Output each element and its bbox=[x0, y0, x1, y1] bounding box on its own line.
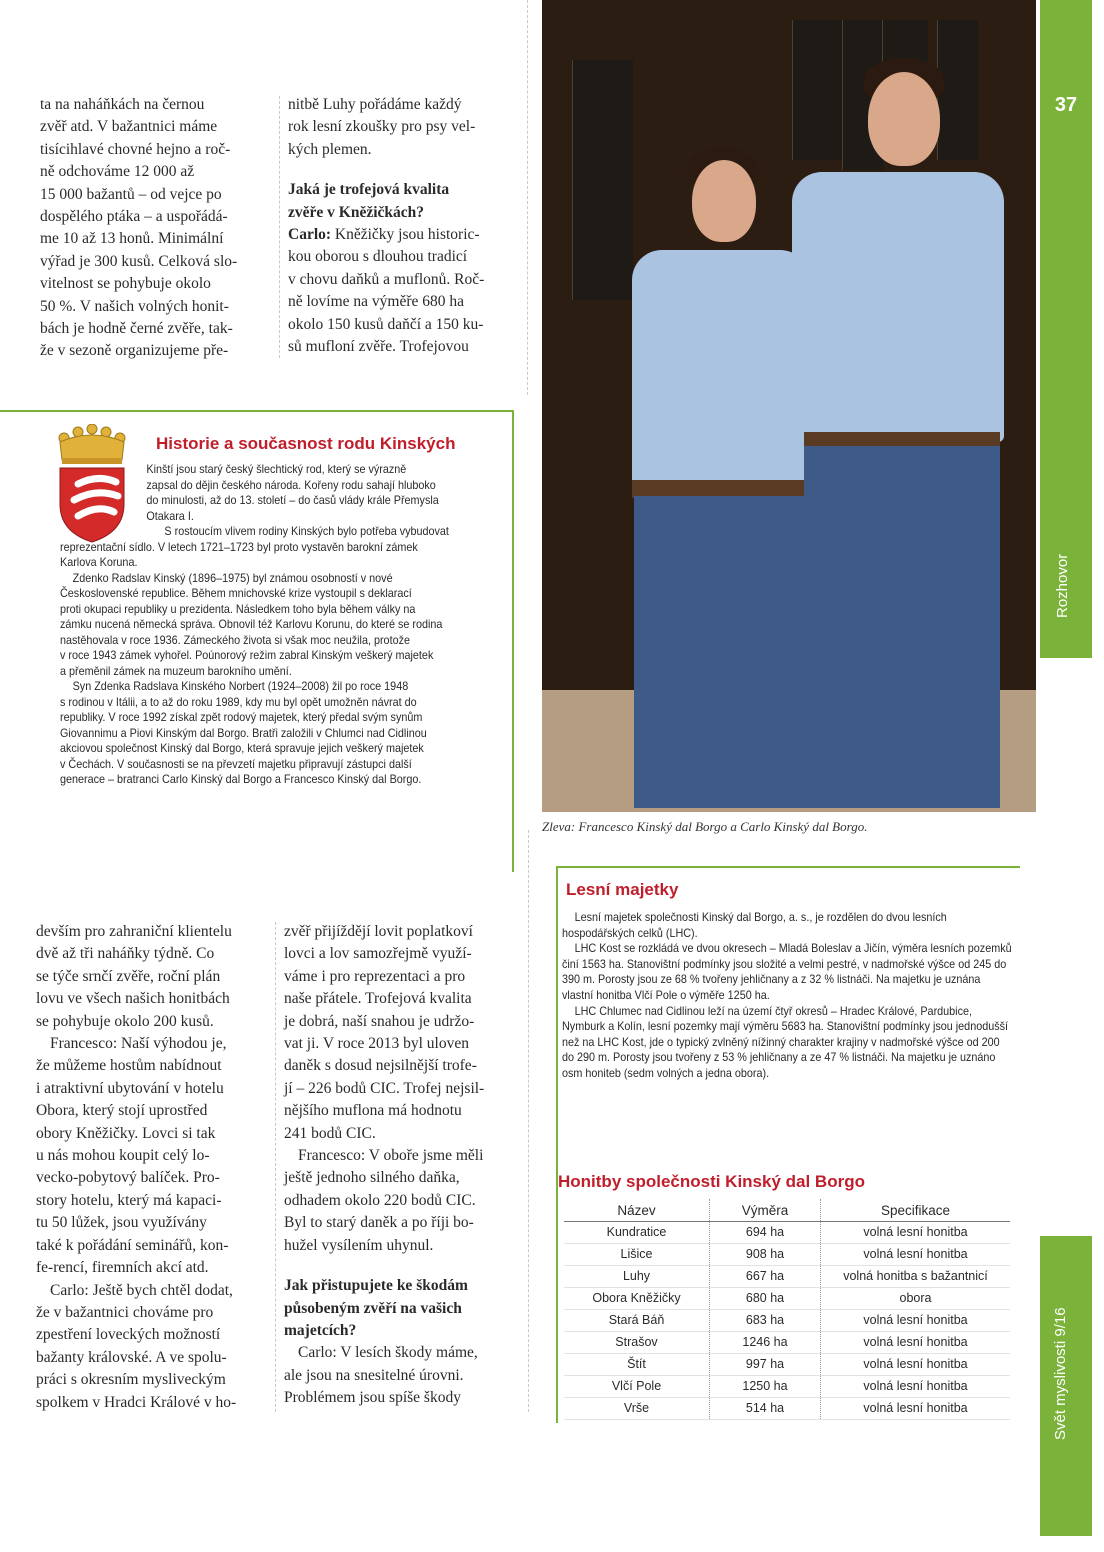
column-header: Název bbox=[564, 1199, 710, 1222]
text-line: ještě jednoho silného daňka, bbox=[284, 1169, 460, 1187]
history-line: Syn Zdenka Radslava Kinského Norbert (1924–2008) žil po roce 1948 bbox=[72, 679, 409, 693]
text-line: naše přátele. Trofejová kvalita bbox=[284, 990, 472, 1008]
table-cell-area: 997 ha bbox=[710, 1354, 821, 1376]
history-line: akciovou společnost Kinský dal Borgo, která spravuje jejich veškerý majetek bbox=[60, 741, 424, 755]
text-line: ně lovíme na výměře 680 ha bbox=[288, 293, 465, 311]
column-header: Specifikace bbox=[821, 1199, 1011, 1222]
table-row bbox=[564, 1354, 1010, 1376]
table-row bbox=[564, 1398, 1010, 1420]
table-cell-name: Kundratice bbox=[564, 1222, 710, 1244]
forest-paragraph: LHC Chlumec nad Cidlinou leží na území čtyř okresů – Hradec Králové, Pardubice, Nymburk a Kolín, lesní pozemky mají výměru 5683 ha. Stanovištní podmínky jsou jednodušší než na LHC Kost, jde o typický zvlněný nížinný charakter krajiny v nadmořské výšce od 200 do 290 m. Porosty jsou tvořeny z 53 % jehličnany a ze 47 % listnáči. Na majetku je uznáno osm honiteb (sedm volných a jedna obora). bbox=[562, 1003, 1009, 1080]
column-header: Výměra bbox=[710, 1199, 821, 1222]
text-line: bách je hodně černé zvěře, tak- bbox=[40, 320, 233, 338]
text-line: sů mufloní zvěře. Trofejovou bbox=[288, 338, 469, 356]
table-cell-spec: volná lesní honitba bbox=[821, 1244, 1011, 1266]
table-cell-spec: volná lesní honitba bbox=[821, 1332, 1011, 1354]
text-line: Kněžičky jsou historic- bbox=[331, 226, 480, 244]
history-line: nastěhovala v roce 1936. Zámeckého života si však moc neužila, protože bbox=[60, 632, 410, 647]
text-line: Carlo: V lesích škody máme, bbox=[298, 1344, 478, 1362]
table-cell-spec: volná lesní honitba bbox=[821, 1310, 1011, 1332]
text-line: bažanty královské. A ve spolu- bbox=[36, 1348, 227, 1366]
table-cell-name: Obora Kněžičky bbox=[564, 1288, 710, 1310]
text-line: v chovu daňků a muflonů. Roč- bbox=[288, 270, 485, 288]
table-row bbox=[564, 1244, 1010, 1266]
column-divider bbox=[528, 830, 529, 1412]
text-line: 50 %. V našich volných honit- bbox=[40, 297, 229, 315]
text-line: Francesco: Naší výhodou je, bbox=[50, 1035, 227, 1053]
table-cell-spec: volná lesní honitba bbox=[821, 1354, 1011, 1376]
history-line: Československé republice. Během mnichovské krize vystoupil s deklarací bbox=[60, 586, 412, 600]
table-cell-name: Štít bbox=[564, 1354, 710, 1376]
table-cell-name: Vrše bbox=[564, 1398, 710, 1420]
bottom-mid-column bbox=[284, 921, 520, 1410]
photo-caption: Zleva: Francesco Kinský dal Borgo a Carlo Kinský dal Borgo. bbox=[542, 819, 868, 834]
history-line: Karlova Koruna. bbox=[60, 555, 138, 569]
history-line: s rodinou v Itálii, a to až do roku 1989, kdy mu byl opět umožněn návrat do bbox=[60, 694, 417, 709]
history-line: Kinští jsou starý český šlechtický rod, který se výrazně bbox=[146, 462, 407, 476]
column-divider bbox=[275, 922, 276, 1412]
text-line: 241 bodů CIC. bbox=[284, 1124, 376, 1142]
text-line: váme i pro reprezentaci a pro bbox=[284, 967, 466, 985]
column-divider bbox=[527, 0, 528, 395]
text-line: Problémem jsou spíše škody bbox=[284, 1389, 461, 1407]
history-line: generace – bratranci Carlo Kinský dal Borgo a Francesco Kinský dal Borgo. bbox=[60, 772, 422, 786]
history-title: Historie a současnost rodu Kinských bbox=[156, 434, 456, 453]
table-row bbox=[564, 1332, 1010, 1354]
text-line: tu 50 lůžek, jsou využívány bbox=[36, 1214, 207, 1232]
text-line: i atraktivní ubytování v hotelu bbox=[36, 1079, 224, 1097]
table-cell-spec: volná honitba s bažantnicí bbox=[821, 1266, 1011, 1288]
text-line: majetcích? bbox=[284, 1321, 357, 1339]
text-line: zvěř atd. V bažantnici máme bbox=[40, 118, 218, 136]
text-line: obory Kněžičky. Lovci si tak bbox=[36, 1124, 216, 1142]
table-cell-name: Vlčí Pole bbox=[564, 1376, 710, 1398]
hunting-table-title: Honitby společnosti Kinský dal Borgo bbox=[558, 1172, 865, 1191]
intro-text bbox=[288, 94, 520, 161]
history-line: v roce 1943 zámek vyhořel. Poúnorový režim zabral Kinským veškerý majetek bbox=[60, 648, 434, 662]
interview-answer bbox=[284, 1342, 520, 1409]
history-line: zapsal do dějin českého národa. Kořeny rodu sahají hluboko bbox=[146, 477, 436, 492]
text-line: práci s okresním mysliveckým bbox=[36, 1371, 226, 1389]
text-line: Carlo: Ještě bych chtěl dodat, bbox=[50, 1281, 233, 1299]
history-line: Zdenko Radslav Kinský (1896–1975) byl známou osobností v nové bbox=[72, 570, 393, 585]
table-cell-spec: volná lesní honitba bbox=[821, 1398, 1011, 1420]
speaker-label: Carlo: bbox=[288, 226, 332, 244]
text-line: odhadem okolo 220 bodů CIC. bbox=[284, 1191, 476, 1209]
table-cell-name: Strašov bbox=[564, 1332, 710, 1354]
text-line: nějšího muflona má hodnotu bbox=[284, 1102, 462, 1120]
text-line: Jak přistupujete ke škodám bbox=[284, 1277, 468, 1295]
text-line: daněk s dosud nejsilnější trofe- bbox=[284, 1057, 477, 1075]
interview-text bbox=[284, 921, 520, 1257]
table-row bbox=[564, 1222, 1010, 1244]
table-cell-area: 680 ha bbox=[710, 1288, 821, 1310]
text-line: zvěř přijíždějí lovit poplatkoví bbox=[284, 923, 473, 940]
forest-title: Lesní majetky bbox=[566, 880, 679, 899]
text-line: se týče srnčí zvěře, roční plán bbox=[36, 967, 221, 985]
table-cell-area: 667 ha bbox=[710, 1266, 821, 1288]
text-line: Byl to starý daněk a po říji bo- bbox=[284, 1214, 474, 1232]
text-line: že v bažantnici chováme pro bbox=[36, 1303, 214, 1321]
text-line: u nás mohou koupit celý lo- bbox=[36, 1147, 210, 1165]
table-cell-spec: volná lesní honitba bbox=[821, 1376, 1011, 1398]
text-line: 15 000 bažantů – od vejce po bbox=[40, 185, 222, 203]
history-text bbox=[60, 462, 492, 788]
history-line: Otakara I. bbox=[146, 508, 194, 523]
text-line: že v sezoně organizujeme pře- bbox=[40, 342, 229, 360]
text-line: me 10 až 13 honů. Minimální bbox=[40, 230, 224, 248]
table-cell-area: 908 ha bbox=[710, 1244, 821, 1266]
table-row bbox=[564, 1310, 1010, 1332]
text-line: Jaká je trofejová kvalita bbox=[288, 181, 450, 199]
text-line: vecko-pobytový balíček. Pro- bbox=[36, 1169, 220, 1187]
text-line: vat ji. V roce 2013 byl uloven bbox=[284, 1035, 469, 1053]
text-line: zvěře v Kněžičkách? bbox=[288, 203, 425, 221]
interview-question bbox=[284, 1275, 520, 1342]
section-label: Rozhovor bbox=[1054, 553, 1071, 618]
text-line: se pohybuje okolo 200 kusů. bbox=[36, 1012, 214, 1030]
page-number: 37 bbox=[1040, 85, 1092, 125]
text-line: jí – 226 bodů CIC. Trofej nejsil- bbox=[284, 1079, 485, 1097]
text-line: Francesco: V oboře jsme měli bbox=[298, 1147, 484, 1165]
photo-two-men bbox=[542, 0, 1036, 812]
text-line: hužel vysílením uhynul. bbox=[284, 1236, 434, 1254]
history-line: republiky. V roce 1992 získal zpět rodový majetek, který předal svým synům bbox=[60, 710, 423, 724]
history-line: zámku nucená německá správa. Obnovil též Karlovu Korunu, do které se rodina bbox=[60, 617, 443, 631]
table-cell-name: Stará Báň bbox=[564, 1310, 710, 1332]
text-line: tisícihlavé chovné hejno a roč- bbox=[40, 140, 231, 158]
table-cell-name: Lišice bbox=[564, 1244, 710, 1266]
text-line: zpestření loveckých možností bbox=[36, 1326, 221, 1344]
history-line: v Čechách. V současnosti se na převzetí majetku připravují zástupci další bbox=[60, 756, 412, 771]
table-cell-area: 694 ha bbox=[710, 1222, 821, 1244]
table-cell-spec: volná lesní honitba bbox=[821, 1222, 1011, 1244]
bottom-left-column bbox=[36, 921, 272, 1414]
table-cell-area: 514 ha bbox=[710, 1398, 821, 1420]
table-header-row bbox=[564, 1199, 1010, 1222]
text-line: také k pořádání seminářů, kon- bbox=[36, 1236, 229, 1254]
history-line: proti okupaci republiky u prezidenta. Následkem toho byla během války na bbox=[60, 601, 416, 616]
table-row bbox=[564, 1266, 1010, 1288]
table-cell-area: 1250 ha bbox=[710, 1376, 821, 1398]
top-right-column bbox=[288, 94, 520, 358]
text-line: lovci a lov samozřejmě využí- bbox=[284, 945, 472, 963]
text-line: dospělého ptáka – a uspořádá- bbox=[40, 208, 228, 226]
text-line: nitbě Luhy pořádáme každý bbox=[288, 96, 462, 113]
text-line: rok lesní zkoušky pro psy vel- bbox=[288, 118, 476, 136]
text-line: devším pro zahraniční klientelu bbox=[36, 923, 232, 940]
text-line: okolo 150 kusů daňčí a 150 ku- bbox=[288, 315, 484, 333]
text-line: že můžeme hostům nabídnout bbox=[36, 1057, 222, 1075]
history-line: reprezentační sídlo. V letech 1721–1723 byl proto vystavěn barokní zámek bbox=[60, 539, 418, 554]
table-cell-spec: obora bbox=[821, 1288, 1011, 1310]
text-line: ale jsou na snesitelné úrovni. bbox=[284, 1366, 464, 1384]
text-line: kou oborou s dlouhou tradicí bbox=[288, 248, 468, 266]
table-row bbox=[564, 1376, 1010, 1398]
text-line: fe-rencí, firemních akcí atd. bbox=[36, 1259, 209, 1277]
text-line: vitelnost se pohybuje okolo bbox=[40, 275, 211, 293]
text-line: spolkem v Hradci Králové v ho- bbox=[36, 1393, 237, 1411]
history-line: do minulosti, až do 13. století – do časů vlády krále Přemysla bbox=[146, 493, 439, 507]
magazine-label: Svět myslivosti 9/16 bbox=[1052, 1307, 1069, 1440]
text-line: výřad je 300 kusů. Celková slo- bbox=[40, 252, 238, 270]
history-line: S rostoucím vlivem rodiny Kinských bylo potřeba vybudovat bbox=[164, 524, 449, 538]
column-divider bbox=[279, 96, 280, 358]
forest-paragraph: Lesní majetek společnosti Kinský dal Borgo, a. s., je rozdělen do dvou lesních hospodářských celků (LHC). bbox=[562, 910, 947, 940]
text-line: je dobrá, naší snahou je udržo- bbox=[284, 1012, 475, 1030]
table-row bbox=[564, 1288, 1010, 1310]
text-line: Obora, který stojí uprostřed bbox=[36, 1102, 208, 1120]
table-cell-area: 1246 ha bbox=[710, 1332, 821, 1354]
text-line: ně odchováme 12 000 až bbox=[40, 163, 195, 181]
text-line: působeným zvěří na vašich bbox=[284, 1299, 462, 1317]
history-line: a přeměnil zámek na muzeum barokního umění. bbox=[60, 663, 292, 678]
text-line: dvě až tři naháňky týdně. Co bbox=[36, 945, 215, 963]
forest-text bbox=[562, 910, 1012, 1082]
text-line: lovu ve všech našich honitbách bbox=[36, 990, 230, 1008]
hunting-table bbox=[564, 1199, 1010, 1420]
history-line: Giovannimu a Piovi Kinským dal Borgo. Bratři založili v Chlumci nad Cidlinou bbox=[60, 725, 427, 740]
top-left-column bbox=[40, 94, 272, 363]
text-line: story hotelu, který má kapaci- bbox=[36, 1191, 222, 1209]
text-line: ta na naháňkách na černou bbox=[40, 96, 205, 113]
table-cell-name: Luhy bbox=[564, 1266, 710, 1288]
interview-question bbox=[288, 179, 520, 224]
forest-paragraph: LHC Kost se rozkládá ve dvou okresech – Mladá Boleslav a Jičín, výměra lesních pozemků činí 1563 ha. Stanovištní podmínky jsou složité a velmi pestré, v nadmořské výšce od 245 do 390 m. Porosty jsou ze 68 % tvořeny jehličnany a z 32 % listnáči. Na majetku je uznána vlastní honitba Vlčí Pole o výměře 1250 ha. bbox=[562, 941, 1012, 1002]
text-line: kých plemen. bbox=[288, 140, 372, 158]
table-cell-area: 683 ha bbox=[710, 1310, 821, 1332]
interview-answer bbox=[288, 224, 520, 358]
